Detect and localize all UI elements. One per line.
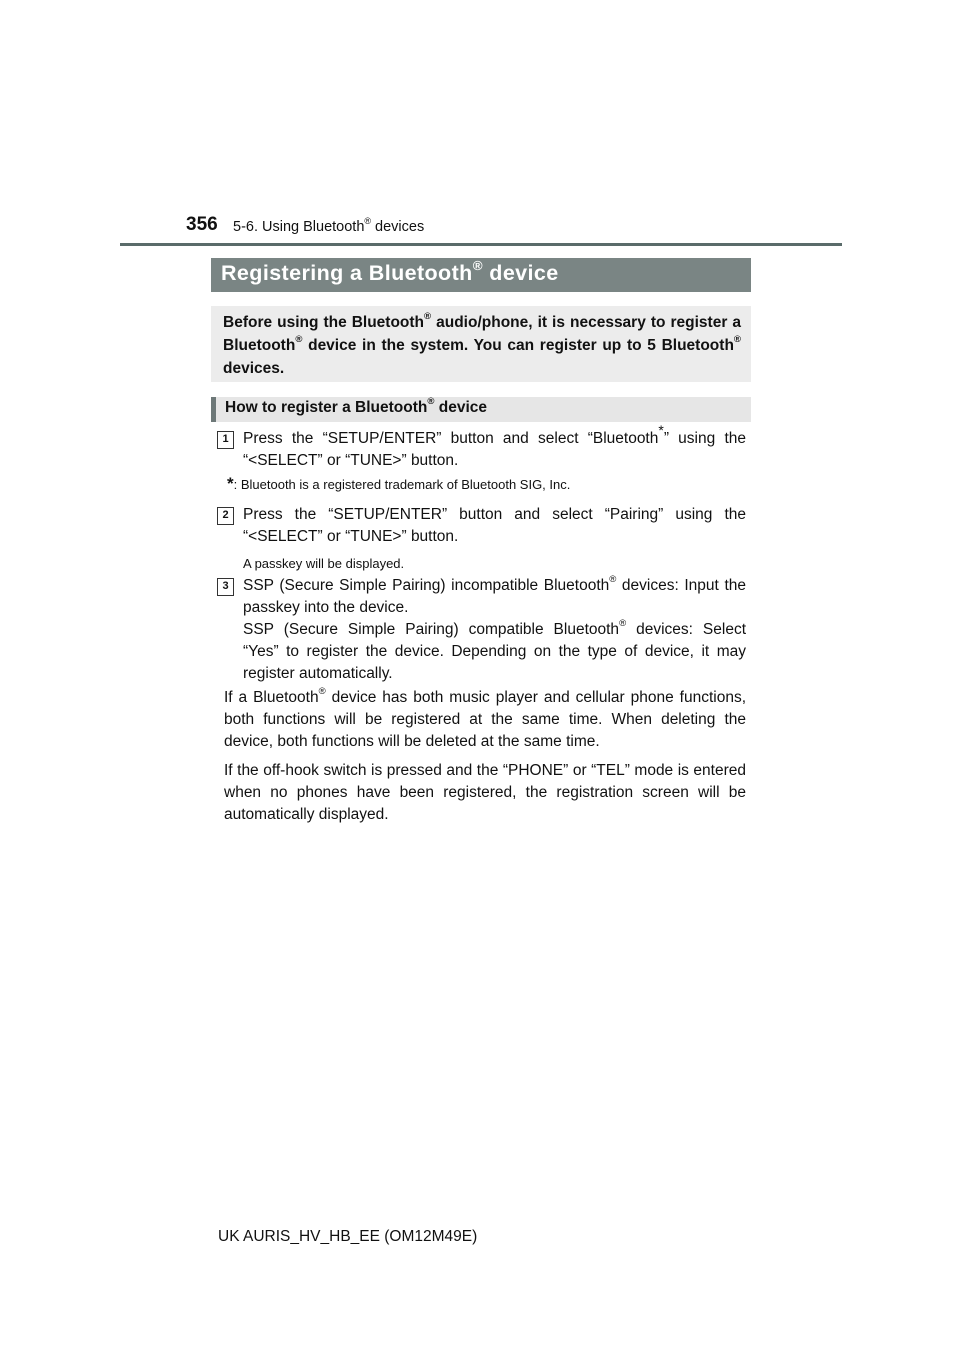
registered-mark: ® — [318, 686, 326, 698]
header-rule — [120, 243, 842, 246]
step-1-text-part: ” using the “<SELECT” or “TUNE>” button. — [243, 430, 746, 469]
registered-mark: ® — [472, 257, 483, 273]
sub-heading-suffix: device — [434, 399, 488, 416]
paragraph-text: device has both music player and cellular phone functions, both functions will be registered at the same time. When deleting the device, both functions will be deleted at the same time. — [224, 689, 747, 750]
section-suffix: devices — [371, 219, 425, 235]
registered-mark: ® — [427, 396, 435, 408]
section-breadcrumb — [233, 215, 425, 235]
paragraph-off-hook: If the off-hook switch is pressed and the “PHONE” or “TEL” mode is entered when no phones have been registered, the registration screen will be automatically displayed. — [224, 762, 746, 823]
step-1-text — [243, 421, 746, 472]
sub-heading-prefix: How to register a Bluetooth — [225, 399, 428, 416]
step-3-text-part: SSP (Secure Simple Pairing) compatible Bluetooth — [243, 621, 620, 638]
intro-text: audio/phone, it is necessary to register a Bluetooth — [223, 314, 741, 354]
step-2-badge: 2 — [217, 507, 234, 525]
step-3-text-part: SSP (Secure Simple Pairing) incompatible Bluetooth — [243, 577, 610, 594]
footnote — [227, 474, 570, 494]
paragraph-functions — [224, 687, 746, 753]
intro-text: Before using the Bluetooth — [223, 314, 425, 331]
step-3-text-part: devices: Select “Yes” to register the device. Depending on the type of device, it may register automatically. — [243, 621, 747, 682]
step-1-badge: 1 — [217, 431, 234, 449]
registered-mark: ® — [609, 574, 617, 586]
step-3-badge: 3 — [217, 578, 234, 596]
step-2-text: Press the “SETUP/ENTER” button and select “Pairing” using the “<SELECT” or “TUNE>” button. — [243, 506, 746, 545]
footnote-text: : Bluetooth is a registered trademark of Bluetooth SIG, Inc. — [233, 477, 571, 492]
main-heading-prefix: Registering a Bluetooth — [221, 261, 473, 285]
main-heading-suffix: device — [482, 261, 559, 285]
registered-mark: ® — [364, 215, 372, 226]
registered-mark: ® — [619, 618, 627, 630]
step-2-note: A passkey will be displayed. — [243, 556, 405, 571]
step-1-text-part: Press the “SETUP/ENTER” button and select “Bluetooth — [243, 430, 659, 447]
footnote-star: * — [658, 421, 664, 438]
paragraph-text: If a Bluetooth — [224, 689, 319, 706]
main-heading — [211, 258, 751, 292]
step-3-text-part: devices: Input the passkey into the device. — [243, 577, 746, 616]
registered-mark: ® — [733, 334, 741, 346]
footer-model-code: UK AURIS_HV_HB_EE (OM12M49E) — [218, 1228, 478, 1245]
section-prefix: 5-6. Using Bluetooth — [233, 219, 365, 235]
intro-box — [211, 306, 751, 382]
registered-mark: ® — [295, 334, 303, 346]
intro-text: devices. — [223, 360, 285, 377]
registered-mark: ® — [424, 311, 432, 323]
intro-text: device in the system. You can register up to 5 Bluetooth — [302, 337, 734, 354]
footnote-star: * — [227, 474, 234, 493]
page-number: 356 — [186, 214, 218, 235]
step-3-text — [243, 575, 746, 685]
sub-heading — [211, 397, 751, 422]
